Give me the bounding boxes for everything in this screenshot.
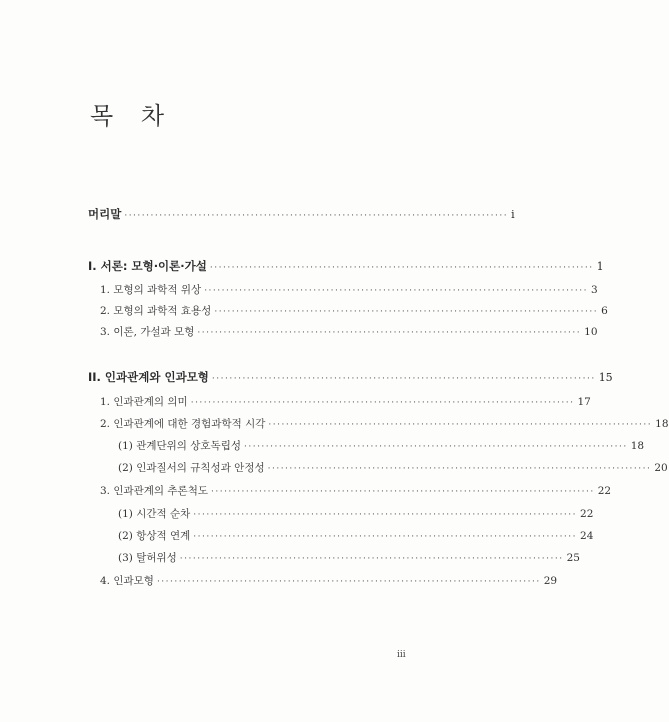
toc-entry-label: (2) 항상적 연계 xyxy=(118,530,191,542)
toc-entry-subsection[interactable] xyxy=(118,506,594,524)
toc-entry-page: 3 xyxy=(590,284,598,296)
toc-entry-preface[interactable] xyxy=(88,206,515,224)
toc-entry-page: 18 xyxy=(630,440,645,452)
toc-entry-page: 22 xyxy=(597,485,612,497)
leader-dots: ························································································ xyxy=(156,577,541,587)
toc-entry-page: 20 xyxy=(654,462,668,474)
toc-entry-section[interactable] xyxy=(100,416,669,434)
toc-entry-page: 1 xyxy=(596,260,604,273)
toc-entry-page: 22 xyxy=(580,508,594,520)
toc-entry-chapter-1[interactable] xyxy=(88,258,604,276)
toc-entry-section[interactable] xyxy=(100,303,608,321)
toc-entry-label: (2) 인과질서의 규칙성과 안정성 xyxy=(118,462,265,474)
toc-entry-subsection[interactable] xyxy=(118,550,580,568)
leader-dots: ························································································ xyxy=(267,464,652,474)
leader-dots: ························································································ xyxy=(124,211,509,221)
toc-entry-page: 10 xyxy=(584,326,598,338)
leader-dots: ························································································ xyxy=(243,442,628,452)
toc-entry-page: 25 xyxy=(566,552,580,564)
toc-entry-page: 17 xyxy=(577,396,591,408)
toc-entry-section[interactable] xyxy=(100,483,612,501)
toc-entry-label: II. 인과관계와 인과모형 xyxy=(88,370,209,384)
leader-dots: ························································································ xyxy=(197,328,582,338)
toc-entry-page: 15 xyxy=(598,371,613,384)
toc-entry-label: 3. 인과관계의 추론척도 xyxy=(100,485,208,497)
toc-entry-label: 1. 인과관계의 의미 xyxy=(100,396,188,408)
toc-entry-page: 24 xyxy=(580,530,594,542)
leader-dots: ························································································ xyxy=(210,487,595,497)
toc-entry-subsection[interactable] xyxy=(118,460,668,478)
toc-entry-label: (1) 시간적 순차 xyxy=(118,508,191,520)
leader-dots: ························································································ xyxy=(268,420,653,430)
toc-entry-page: 29 xyxy=(543,575,558,587)
leader-dots: ························································································ xyxy=(209,263,594,273)
leader-dots: ························································································ xyxy=(211,374,596,384)
leader-dots: ························································································ xyxy=(204,286,588,296)
toc-entry-chapter-2[interactable] xyxy=(88,369,613,387)
toc-entry-section[interactable] xyxy=(100,394,591,412)
toc-entry-page: i xyxy=(511,208,515,221)
toc-entry-label: (1) 관계단위의 상호독립성 xyxy=(118,440,241,452)
toc-entry-section[interactable] xyxy=(100,573,558,591)
toc-entry-label: 2. 모형의 과학적 효용성 xyxy=(100,305,212,317)
leader-dots: ························································································ xyxy=(179,554,564,564)
toc-entry-page: 6 xyxy=(601,305,608,317)
toc-entry-label: (3) 탈허위성 xyxy=(118,552,177,564)
toc-entry-subsection[interactable] xyxy=(118,528,594,546)
toc-entry-label: 1. 모형의 과학적 위상 xyxy=(100,284,202,296)
leader-dots: ························································································ xyxy=(190,398,575,408)
leader-dots: ························································································ xyxy=(193,510,578,520)
toc-entry-label: 4. 인과모형 xyxy=(100,575,154,587)
page-title: 목 차 xyxy=(90,102,174,130)
toc-entry-label: 3. 이론, 가설과 모형 xyxy=(100,326,195,338)
toc-entry-page: 18 xyxy=(655,418,669,430)
toc-entry-section[interactable] xyxy=(100,324,598,342)
toc-entry-subsection[interactable] xyxy=(118,438,645,456)
page-number: iii xyxy=(397,650,406,660)
toc-entry-label: 머리말 xyxy=(88,207,122,221)
leader-dots: ························································································ xyxy=(193,532,578,542)
toc-entry-section[interactable] xyxy=(100,282,598,300)
toc-entry-label: I. 서론: 모형·이론·가설 xyxy=(88,259,207,273)
toc-entry-label: 2. 인과관계에 대한 경험과학적 시각 xyxy=(100,418,266,430)
leader-dots: ························································································ xyxy=(214,307,599,317)
